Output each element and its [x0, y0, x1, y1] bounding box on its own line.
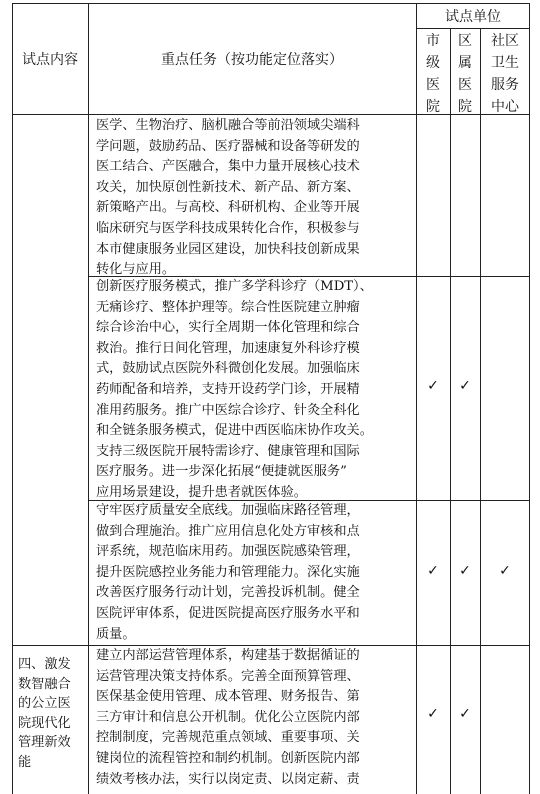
task-line: 支持三级医院开展特需诊疗、健康管理和国际	[96, 443, 360, 459]
task-line: 医工结合、产医融合，集中力量开展核心技术	[96, 159, 360, 175]
header-pilot-units	[416, 3, 530, 28]
task-line: 药师配备和培养，支持开设药学门诊，开展精	[96, 381, 360, 397]
task-line: 医院评审体系，促进医院提高医疗服务水平和	[96, 605, 360, 621]
task-cell	[88, 277, 416, 504]
pilot-content-line: 院现代化	[18, 715, 71, 731]
task-line: 综合诊治中心，实行全周期一体化管理和综合	[96, 320, 360, 336]
task-line: 改善医疗服务行动计划，完善投诉机制。健全	[96, 585, 360, 601]
table-right-border	[529, 3, 530, 794]
task-line: 做到合理施治。推广应用信息化处方审核和点	[96, 523, 360, 539]
task-line: 临床研究与医学科技成果转化合作，积极参与	[96, 220, 360, 236]
check-mark-icon: ✓	[427, 378, 439, 394]
unit-1-divider	[450, 28, 451, 794]
task-line: 和全链条服务模式，促进中西医临床协作攻关。	[96, 423, 373, 439]
task-line: 绩效考核办法，实行以岗定责、以岗定薪、责	[96, 771, 360, 787]
pilot-content-line: 四、激发	[18, 657, 71, 672]
task-line: 攻关，加快原创性新技术、新产品、新方案、	[96, 179, 360, 195]
task-line: 医学、生物治疗、脑机融合等前沿领域尖端科	[96, 118, 360, 133]
header-bottom-border	[12, 114, 530, 115]
header-key-tasks	[88, 3, 416, 114]
unit-2-divider	[480, 28, 481, 794]
header-unit-label: 区属医院	[458, 33, 472, 115]
task-line: 质量。	[96, 626, 136, 642]
task-cell	[88, 116, 416, 281]
header-unit-city-hospital	[416, 30, 450, 114]
task-line: 键岗位的流程管控和制约机制。创新医院内部	[96, 750, 360, 766]
check-mark-icon: ✓	[459, 706, 471, 722]
units-header-divider	[416, 28, 530, 29]
task-line: 医保基金使用管理、成本管理、财务报告、第	[96, 689, 360, 705]
check-mark-icon: ✓	[499, 562, 511, 579]
check-mark-icon: ✓	[459, 378, 471, 394]
pilot-content-line: 数智融合	[18, 676, 71, 692]
check-mark-icon: ✓	[427, 706, 439, 722]
pilot-content-cell	[12, 655, 88, 772]
task-line: 应用场景建设，提升患者就医体验。	[96, 484, 307, 500]
header-unit-community-center	[480, 30, 530, 114]
pilot-content-line: 的公立医	[18, 696, 71, 711]
task-line: 转化与应用。	[96, 262, 176, 278]
task-line: 评系统，规范临床用药。加强医院感染管理，	[96, 544, 360, 560]
task-cell	[88, 646, 416, 790]
task-line: 学问题，鼓励药品、医疗器械和设备等研发的	[96, 138, 360, 154]
task-line: 医疗服务。进一步深化拓展“便捷就医服务”	[96, 464, 347, 480]
pilot-content-line: 能	[18, 754, 32, 770]
task-line: 准用药服务。推广中医综合诊疗、针灸全科化	[96, 402, 360, 418]
check-mark-icon: ✓	[427, 562, 439, 579]
task-line: 守牢医疗质量安全底线。加强临床路径管理，	[96, 503, 360, 518]
check-mark-icon: ✓	[459, 562, 471, 579]
task-line: 式，鼓励试点医院外科微创化发展。加强临床	[96, 361, 360, 377]
task-line: 控制制度，完善规范重点领域、重要事项、关	[96, 730, 360, 746]
task-line: 无痛诊疗、整体护理等。综合性医院建立肿瘤	[96, 299, 360, 315]
task-line: 建立内部运营管理体系，构建基于数据循证的	[96, 648, 360, 663]
task-cell	[88, 501, 416, 645]
task-line: 本市健康服务业园区建设，加快科技创新成果	[96, 241, 360, 257]
task-line: 提升医院感控业务能力和管理能力。深化实施	[96, 564, 360, 580]
header-unit-label: 市级医院	[426, 33, 440, 115]
task-line: 三方审计和信息公开机制。优化公立医院内部	[96, 709, 360, 725]
task-line: 创新医疗服务模式，推广多学科诊疗（MDT）、	[96, 279, 373, 294]
pilot-content-line: 管理新效	[18, 735, 71, 750]
task-line: 运营管理决策支持体系。完善全面预算管理、	[96, 668, 360, 684]
header-pilot-content	[12, 3, 88, 114]
header-key-tasks-label: 重点任务（按功能定位落实）	[161, 51, 343, 68]
tasks-column-divider	[416, 3, 417, 794]
header-unit-district-hospital	[450, 30, 480, 114]
task-line: 救治。推行日间化管理，加速康复外科诊疗模	[96, 340, 360, 356]
task-line: 新策略产出。与高校、科研机构、企业等开展	[96, 200, 360, 216]
header-pilot-units-label: 试点单位	[445, 8, 501, 25]
header-unit-label: 社区卫生服务中心	[491, 33, 519, 115]
header-pilot-content-label: 试点内容	[22, 51, 78, 68]
